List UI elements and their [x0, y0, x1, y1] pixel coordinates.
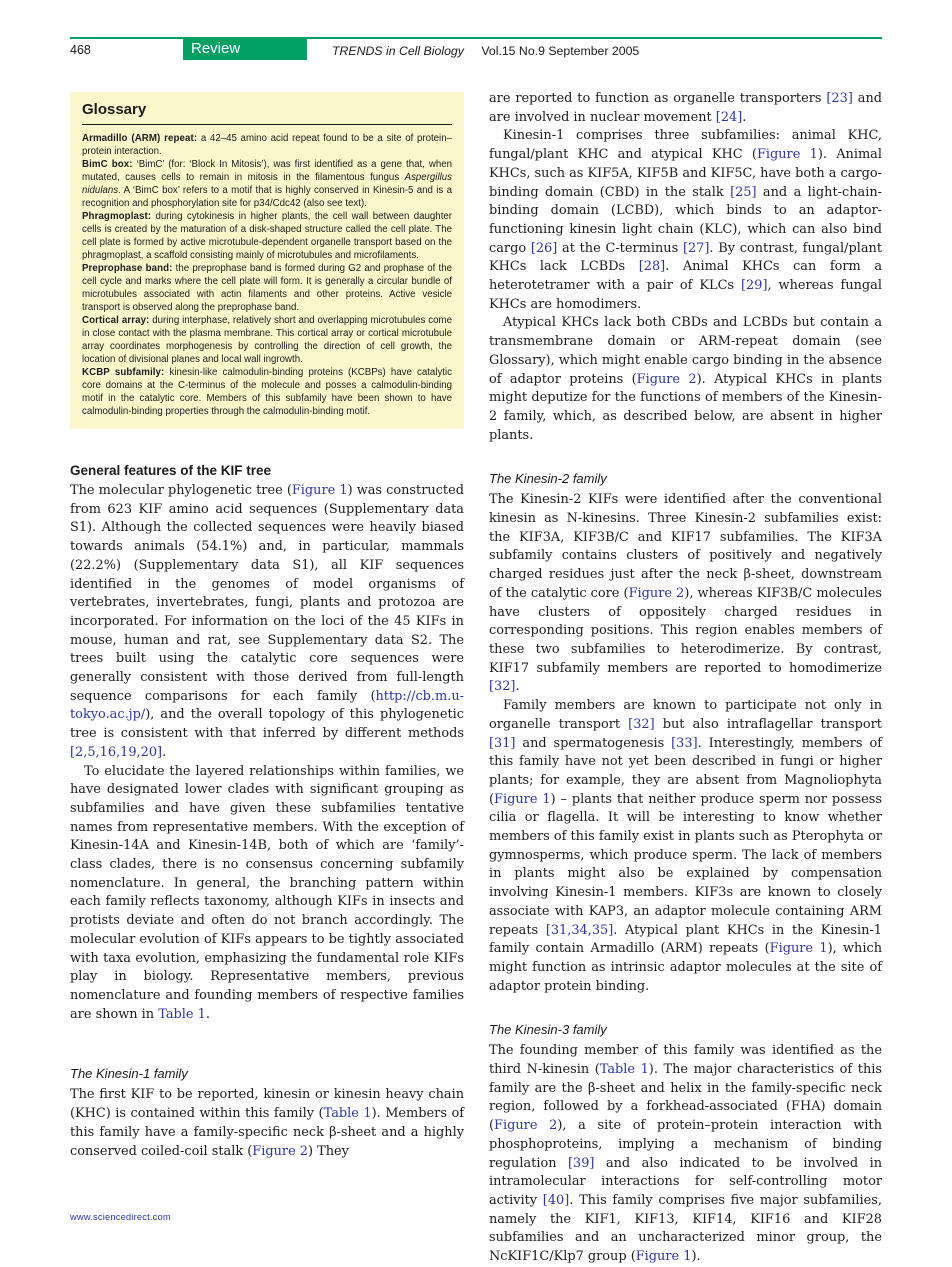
text-run: and are involved in nuclear movement: [489, 91, 882, 125]
glossary-entry: [82, 132, 452, 158]
reference-link[interactable]: Figure 1: [756, 147, 818, 163]
left-column: [70, 92, 464, 1161]
text-run: Aspergillus nidulans: [82, 172, 452, 196]
glossary-term: KCBP subfamily:: [82, 367, 165, 378]
text-run: The first KIF to be reported, kinesin or kinesin heavy chain (KHC) is contained within this family (: [70, 1087, 464, 1122]
reference-link[interactable]: [26]: [530, 240, 558, 256]
glossary-term: Preprophase band:: [82, 263, 173, 274]
reference-link[interactable]: [31,34,35]: [545, 922, 614, 938]
glossary-term: BimC box:: [82, 159, 133, 170]
text-run: ), whereas KIF3B/C molecules have clusters of oppositely charged residues in corresponding positions. This region enables members of these two subfamilies to heterodimerize. By contrast, KIF17 subfamily members are reported to homodimerize: [489, 585, 882, 676]
body-paragraph: [489, 90, 882, 127]
right-column-flow: [489, 90, 882, 1267]
reference-link[interactable]: [29]: [741, 278, 768, 294]
glossary-entry: [82, 158, 452, 210]
text-run: ), which might function as intrinsic adaptor molecules at the site of adaptor protein binding.: [489, 941, 882, 994]
body-paragraph: [489, 1042, 882, 1266]
text-run: are reported to function as organelle transporters: [489, 91, 827, 106]
page-number: 468: [70, 43, 91, 57]
reference-link[interactable]: Figure 1: [769, 941, 828, 957]
body-paragraph: [489, 697, 882, 996]
reference-link[interactable]: [24]: [715, 109, 743, 125]
text-run: the preprophase band is formed during G2 and prophase of the cell cycle and marks where the cell plate will form. It is generally a circular bundle of microtubules associated with actin filaments and other proteins. Active vesicle transport is observed along the preprophase band.: [82, 263, 452, 313]
text-run: .: [515, 679, 520, 695]
journal-issue: Vol.15 No.9 September 2005: [481, 44, 640, 58]
reference-link[interactable]: Table 1: [323, 1106, 372, 1122]
text-run: .: [742, 109, 747, 125]
glossary-title: Glossary: [82, 101, 452, 125]
glossary-entry: [82, 366, 452, 418]
text-run: The molecular phylogenetic tree (: [70, 483, 292, 498]
reference-link[interactable]: Table 1: [158, 1006, 206, 1022]
text-run: ), a site of protein–protein interaction with phosphoproteins, implying a mechanism of binding regulation: [489, 1118, 882, 1171]
reference-link[interactable]: Figure 1: [635, 1249, 692, 1265]
body-paragraph: [70, 482, 464, 763]
glossary-term: Cortical array:: [82, 315, 150, 326]
reference-link[interactable]: [32]: [628, 716, 655, 732]
text-run: ), and the overall topology of this phylogenetic tree is consistent with that inferred by different methods: [70, 707, 464, 742]
text-run: a 42–45 amino acid repeat found to be a site of protein–protein interaction.: [82, 133, 452, 157]
reference-link[interactable]: [40]: [542, 1192, 570, 1208]
text-run: ). Animal KHCs, such as KIF5A, KIF5B and KIF5C, have both a cargo-binding domain (CBD) in the stalk: [489, 147, 882, 200]
text-run: ). Members of this family have a family-specific neck β-sheet and a highly conserved coiled-coil stalk (: [70, 1106, 464, 1159]
glossary-box: [70, 92, 464, 429]
body-paragraph: [489, 314, 882, 445]
text-run: The Kinesin-2 KIFs were identified after the conventional kinesin as N-kinesins. Three Kinesin-2 subfamilies exist: the KIF3A, KIF3B/C and KIF17 subfamilies. The KIF3A subfamily contains clusters of positively and negatively charged residues just after the neck β-sheet, downstream of the catalytic core (: [489, 492, 882, 601]
text-run: . Animal KHCs can form a heterotetramer with a pair of KLCs: [489, 259, 883, 294]
reference-link[interactable]: [32]: [489, 679, 516, 695]
text-run: and a light-chain-binding domain (LCBD), which binds to an adaptor-functioning kinesin light chain (KLC), which can also bind cargo: [489, 184, 882, 256]
reference-link[interactable]: [27]: [682, 240, 710, 256]
glossary-term: Phragmoplast:: [82, 211, 152, 222]
reference-link[interactable]: [2,5,16,19,20]: [70, 744, 163, 760]
text-run: ).: [691, 1249, 701, 1265]
section-heading: General features of the KIF tree: [70, 463, 272, 478]
reference-link[interactable]: [28]: [638, 259, 666, 275]
text-run: ) was constructed from 623 KIF amino acid sequences (Supplementary data S1). Although the collected sequences were heavily biased towards animals (54.1%) and, in particular, mammals (22.2%) (Supplementary data S1), all KIF sequences identified in the genomes of model organisms of vertebrates, invertebrates, fungi, plants and protozoa are incorporated. For information on the loci of the 45 KIFs in mouse, human and rat, see Supplementary data S2. The trees built using the catalytic core sequences were generally consistent with those derived from full-length sequence comparisons for each family (: [70, 483, 464, 704]
body-paragraph: [70, 763, 464, 1025]
glossary-entries: [82, 132, 452, 418]
reference-link[interactable]: Figure 1: [494, 791, 551, 807]
text-run: . This family comprises five major subfamilies, namely the KIF1, KIF13, KIF14, KIF16 and KIF28 subfamilies and an uncharacterized minor group, the NcKIF1C/Klp7 group (: [489, 1192, 882, 1265]
text-run: Kinesin-1 comprises three subfamilies: animal KHC, fungal/plant KHC and atypical KHC (: [489, 128, 882, 163]
text-run: To elucidate the layered relationships within families, we have designated lower clades with significant grouping as subfamilies and have given these subfamilies tentative names from representative members. With the exception of Kinesin-14A and Kinesin-14B, both of which are ‘family’-class clades, there is no consensus concerning subfamily nomenclature. In general, the branching pattern within each family reflects taxonomy, although KIFs in insects and protists deviate and often do not branch accordingly. The molecular evolution of KIFs appears to be tightly associated with taxa evolution, emphasizing the fundamental role KIFs play in biology. Representative members, previous nomenclature and founding members of respective families are shown in: [70, 763, 464, 1022]
glossary-entry: [82, 262, 452, 314]
text-run: .: [205, 1006, 210, 1022]
text-run: . Interestingly, members of this family have not yet been described in fungi or higher plants; for example, they are absent from Magnoliophyta (: [489, 735, 882, 807]
text-run: . By contrast, fungal/plant KHCs lack LCBDs: [489, 240, 882, 275]
text-run: and spermatogenesis: [515, 735, 672, 751]
text-run: Atypical KHCs lack both CBDs and LCBDs but contain a transmembrane domain or ARM-repeat domain (see Glossary), which might enable cargo binding in the absence of adaptor proteins (: [489, 315, 882, 387]
subsection-heading: The Kinesin-1 family: [70, 1066, 188, 1082]
text-run: during cytokinesis in higher plants, the cell wall between daughter cells is created by the maturation of a disk-shaped structure called the cell plate. The cell plate is formed by active microtubule-dependent organelle transport based on the phragmoplast, a scaffold consisting mainly of microtubules and microfilaments.: [82, 211, 452, 261]
glossary-entry: [82, 314, 452, 366]
text-run: ). Atypical KHCs in plants might deputize for the functions of members of the Kinesin-2 family, which, as described below, are absent in higher plants.: [489, 371, 882, 443]
text-run: ‘BimC’ (for: ‘Block In Mitosis’), was first identified as a gene that, when mutated, causes cells to remain in mitosis in the filamentous fungus: [82, 159, 452, 183]
reference-link[interactable]: [31]: [489, 735, 516, 751]
reference-link[interactable]: Figure 2: [252, 1143, 308, 1159]
text-run: and also indicated to be involved in intramolecular interactions for self-controlling motor activity: [489, 1155, 882, 1208]
glossary-entry: [82, 210, 452, 262]
text-run: at the C-terminus: [557, 240, 683, 256]
reference-link[interactable]: Figure 2: [636, 371, 697, 387]
body-paragraph: [489, 491, 882, 697]
text-run: The founding member of this family was identified as the third N-kinesin (: [489, 1043, 882, 1078]
text-run: . A ‘BimC box’ refers to a motif that is highly conserved in Kinesin-5 and is a recognition and phosphorylation site for p34/Cdc42 (also see text).: [82, 185, 452, 209]
sciencedirect-link[interactable]: www.sciencedirect.com: [70, 1212, 171, 1222]
reference-link[interactable]: [23]: [826, 91, 853, 106]
glossary-term: Armadillo (ARM) repeat:: [82, 133, 198, 144]
subsection-heading: The Kinesin-2 family: [489, 471, 607, 487]
journal-info: [332, 44, 639, 58]
text-run: .: [162, 744, 167, 760]
body-paragraph: [70, 1086, 464, 1161]
text-run: but also intraflagellar transport: [654, 716, 882, 732]
text-run: , whereas fungal KHCs are homodimers.: [489, 278, 882, 312]
journal-title: TRENDS in Cell Biology: [332, 44, 464, 58]
subsection-heading: The Kinesin-3 family: [489, 1022, 607, 1038]
right-column: [489, 90, 882, 1267]
review-badge: Review: [183, 37, 307, 60]
text-run: ). The major characteristics of this family are the β-sheet and helix in the family-specific neck region, followed by a forkhead-associated (FHA) domain (: [489, 1062, 882, 1134]
text-run: Family members are known to participate not only in organelle transport: [489, 698, 882, 732]
text-run: ) – plants that neither produce sperm nor possess cilia or flagella. It will be interesting to know whether members of this family exist in plants such as Pterophyta or gymnosperms, which produce sperm. The lack of members in plants might also be explained by compensation involving Kinesin-1 members. KIF3s are known to closely associate with KAP3, an adaptor molecule containing ARM repeats: [489, 791, 882, 938]
left-column-flow: [70, 463, 464, 1161]
reference-link[interactable]: Figure 1: [291, 483, 348, 498]
reference-link[interactable]: [25]: [730, 184, 757, 200]
text-run: ) They: [308, 1143, 349, 1159]
reference-link[interactable]: Table 1: [599, 1062, 649, 1078]
text-run: . Atypical plant KHCs in the Kinesin-1 family contain Armadillo (ARM) repeats (: [489, 922, 882, 957]
body-paragraph: [489, 127, 882, 314]
reference-link[interactable]: Figure 2: [628, 585, 685, 601]
text-run: during interphase, relatively short and overlapping microtubules come in close contact with the plasma membrane. This cortical array or cortical microtubule array coordinates morphogenesis by controlling the direction of cell growth, the location of divisional planes and local wall ingrowth.: [82, 315, 452, 365]
text-run: kinesin-like calmodulin-binding proteins (KCBPs) have catalytic core domains at the C-terminus of the molecule and posses a calmodulin-binding motif in the catalytic core. Members of this subfamily have been shown to have calmodulin-binding properties through the calmodulin-binding motif.: [82, 367, 452, 417]
reference-link[interactable]: Figure 2: [494, 1118, 558, 1134]
reference-link[interactable]: [33]: [671, 735, 698, 751]
reference-link[interactable]: http://cb.m.u-tokyo.ac.jp/: [70, 688, 464, 723]
reference-link[interactable]: [39]: [568, 1155, 595, 1171]
